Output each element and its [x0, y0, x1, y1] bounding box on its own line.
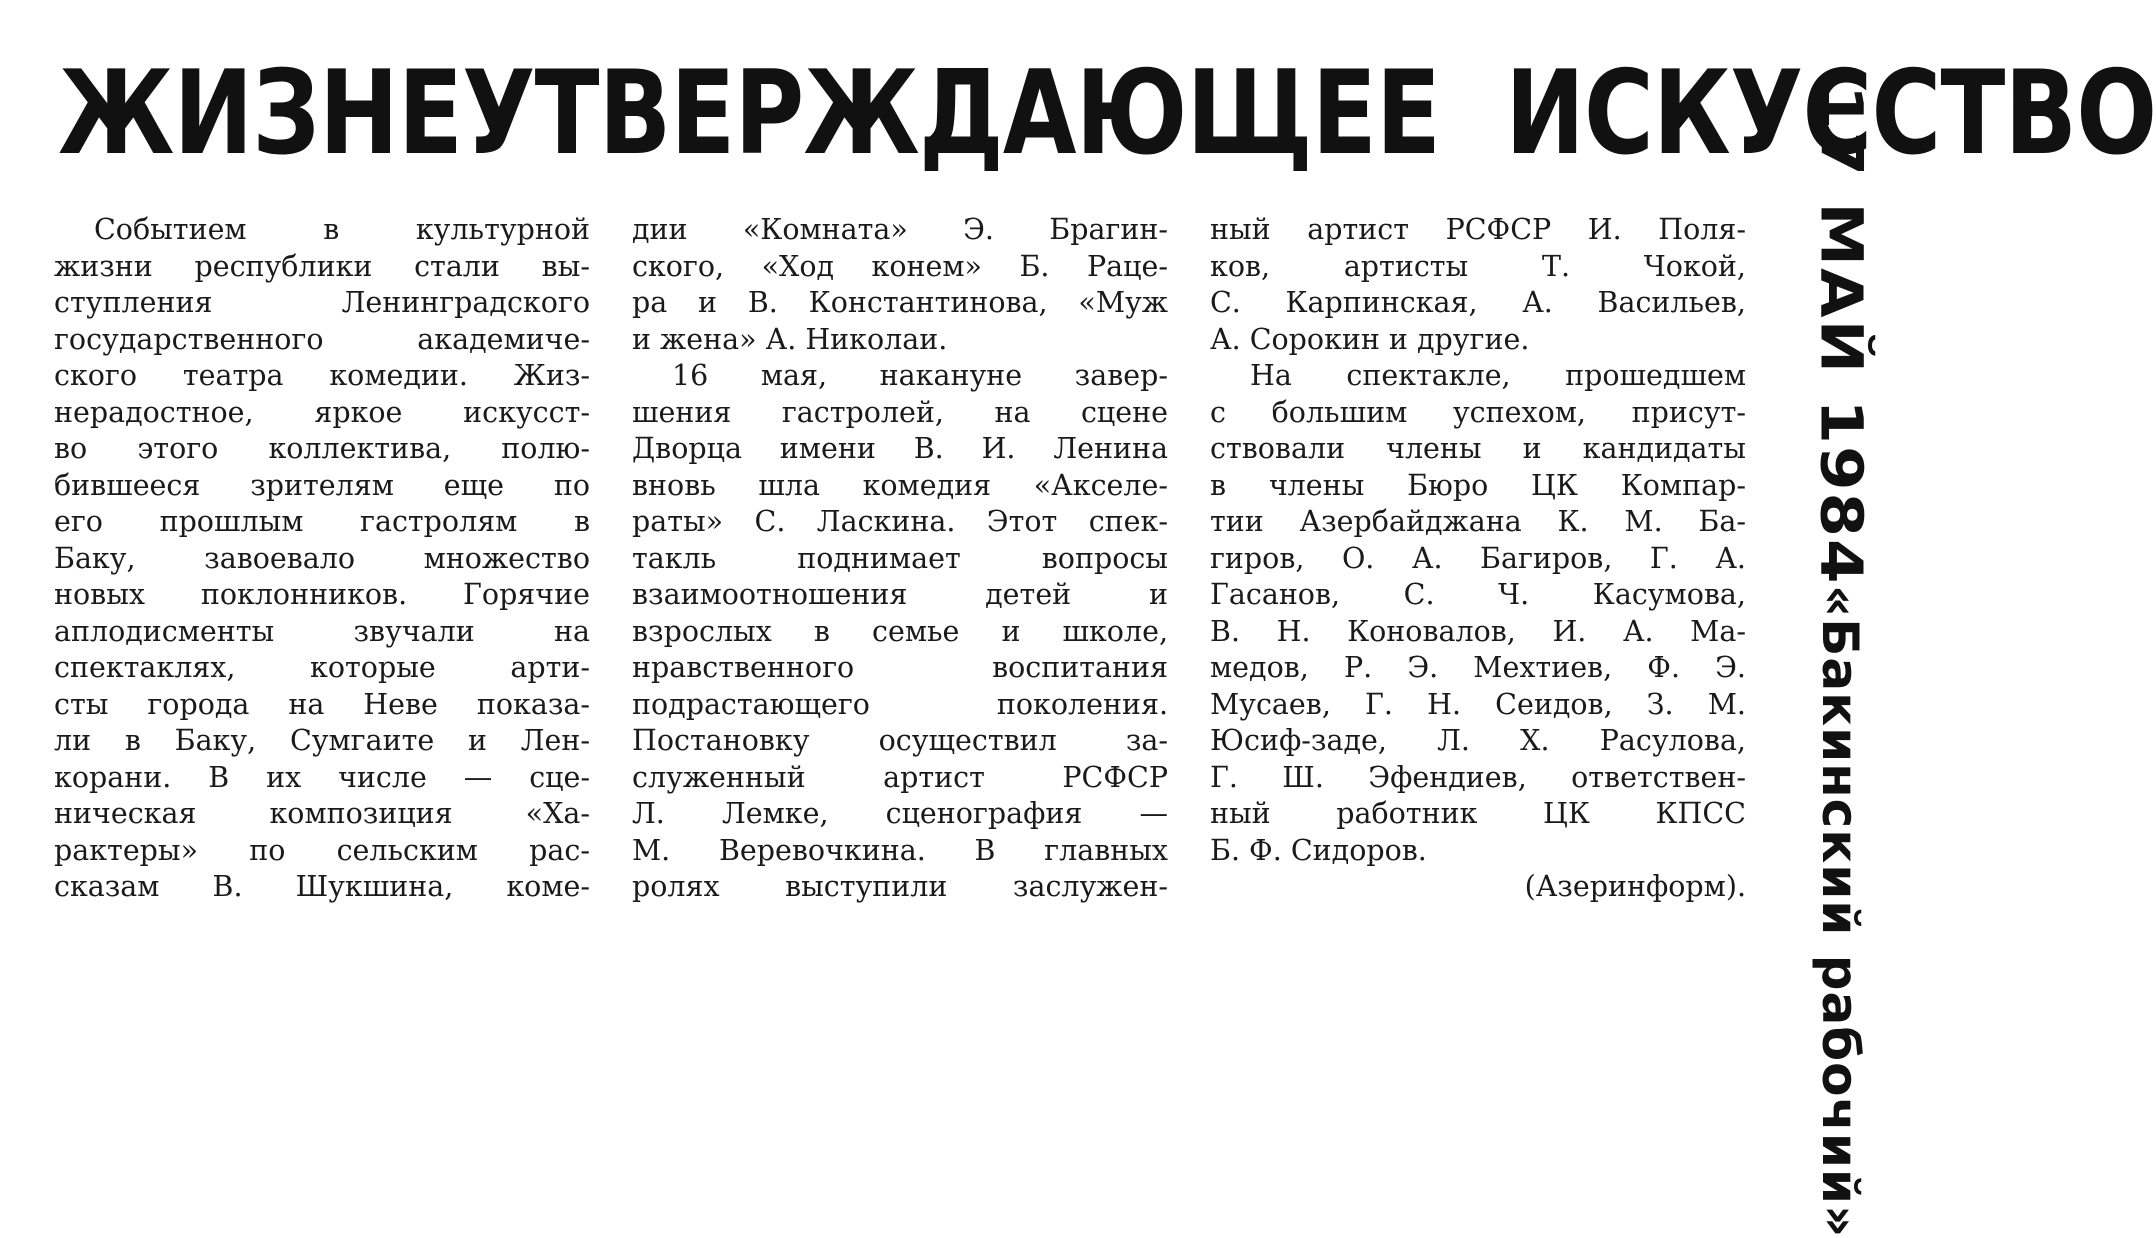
article-column-2	[632, 212, 1168, 906]
text-line: вновь шла комедия «Акселе-	[632, 468, 1168, 502]
text-line: гиров, О. А. Багиров, Г. А.	[1210, 541, 1746, 575]
text-line: ра и В. Константинова, «Муж	[632, 286, 1168, 319]
text-line: Л. Лемке, сценография —	[632, 797, 1168, 830]
text-line: Дворца имени В. И. Ленина	[632, 432, 1168, 465]
text-line: рактеры» по сельским рас-	[54, 833, 590, 867]
text-line: В. Н. Коновалов, И. А. Ма-	[1210, 614, 1746, 648]
text-line: дии «Комната» Э. Брагин-	[632, 213, 1168, 246]
text-line: его прошлым гастролям в	[54, 505, 590, 538]
text-line: М. Веревочкина. В главных	[632, 833, 1168, 867]
text-line: ли в Баку, Сумгаите и Лен-	[54, 724, 590, 757]
text-line: в члены Бюро ЦК Компар-	[1210, 468, 1746, 502]
publication-source: «Бакинский рабочий»	[1811, 585, 1869, 1238]
article-column-3	[1210, 212, 1746, 906]
text-line: ского, «Ход конем» Б. Раце-	[632, 249, 1168, 283]
text-line: государственного академиче-	[54, 322, 590, 356]
text-line: ствовали члены и кандидаты	[1210, 432, 1746, 465]
text-line: Гасанов, С. Ч. Касумова,	[1210, 578, 1746, 611]
text-line: подрастающего поколения.	[632, 687, 1168, 721]
text-line: ролях выступили заслужен-	[632, 870, 1168, 903]
text-line: взаимоотношения детей и	[632, 578, 1168, 611]
text-line: Событием в культурной	[94, 213, 590, 246]
text-line: жизни республики стали вы-	[54, 249, 590, 283]
text-line: Мусаев, Г. Н. Сеидов, З. М.	[1210, 687, 1746, 721]
text-line: с большим успехом, присут-	[1210, 395, 1746, 429]
text-line: сказам В. Шукшина, коме-	[54, 870, 590, 903]
text-line: ков, артисты Т. Чокой,	[1210, 249, 1746, 283]
text-line: шения гастролей, на сцене	[632, 395, 1168, 429]
text-line: такль поднимает вопросы	[632, 541, 1168, 575]
text-line: ническая композиция «Ха-	[54, 797, 590, 830]
text-line: нерадостное, яркое искусст-	[54, 395, 590, 429]
text-line: нравственного воспитания	[632, 651, 1168, 684]
article-column-1	[54, 212, 590, 906]
source-attribution: (Азеринформ).	[1524, 870, 1746, 903]
text-line: раты» С. Ласкина. Этот спек-	[632, 505, 1168, 538]
text-line: новых поклонников. Горячие	[54, 578, 590, 611]
text-line: Б. Ф. Сидоров.	[1210, 833, 1427, 867]
text-line: сты города на Неве показа-	[54, 687, 590, 721]
text-line: ный работник ЦК КПСС	[1210, 797, 1746, 830]
headline: ЖИЗНЕУТВЕРЖДАЮЩЕЕ ИСКУССТВО	[58, 46, 2156, 181]
text-line: бившееся зрителям еще по	[54, 468, 590, 502]
publication-date: 17 МАЙ 1984	[1807, 85, 1874, 586]
text-line: ского театра комедии. Жиз-	[54, 359, 590, 392]
text-line: медов, Р. Э. Мехтиев, Ф. Э.	[1210, 651, 1746, 684]
text-line: Постановку осуществил за-	[632, 724, 1168, 757]
text-line: спектаклях, которые арти-	[54, 651, 590, 684]
text-line: тии Азербайджана К. М. Ба-	[1210, 505, 1746, 538]
text-line: А. Сорокин и другие.	[1210, 322, 1530, 356]
text-line: Баку, завоевало множество	[54, 541, 590, 575]
clipping-sidebar	[1790, 85, 1900, 1238]
text-line: Г. Ш. Эфендиев, ответствен-	[1210, 760, 1746, 794]
text-line: ный артист РСФСР И. Поля-	[1210, 213, 1746, 246]
text-line: взрослых в семье и школе,	[632, 614, 1168, 648]
text-line: во этого коллектива, полю-	[54, 432, 590, 465]
text-line: 16 мая, накануне завер-	[672, 359, 1168, 392]
text-line: С. Карпинская, А. Васильев,	[1210, 286, 1746, 319]
text-line: ступления Ленинградского	[54, 286, 590, 319]
text-line: и жена» А. Николаи.	[632, 322, 948, 356]
text-line: Юсиф-заде, Л. Х. Расулова,	[1210, 724, 1746, 757]
text-line: корани. В их числе — сце-	[54, 760, 590, 794]
text-line: На спектакле, прошедшем	[1250, 359, 1746, 392]
text-line: служенный артист РСФСР	[632, 760, 1168, 794]
text-line: аплодисменты звучали на	[54, 614, 590, 648]
